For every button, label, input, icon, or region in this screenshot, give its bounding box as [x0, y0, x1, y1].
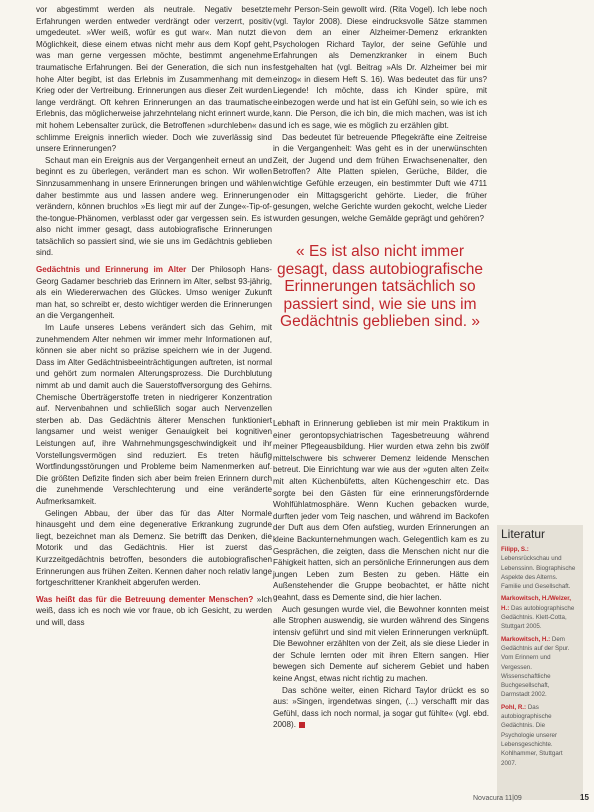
left-paragraph-3: Der Philosoph Hans-Georg Gadamer beschrieb das Erinnern im Alter, selbst 93-jährig, als ein Wiedererwachen des Glückes. Umso weniger Zukunft man hat, so schreibt er, desto wichtiger werden die Erinnerungen an die Vergangenheit.: [36, 265, 272, 321]
reference-text: Das autobiographische Gedächtnis. Die Psychologie unserer Lebensgeschichte. Kohlhammer, Stuttgart 2007.: [501, 703, 563, 767]
reference-author: Markowitsch, H.:: [501, 635, 551, 643]
left-paragraph-4: Im Laufe unseres Lebens verändert sich das Gehirn, mit zunehmendem Alter nehmen wir immer mehr Informationen auf, können sie aber nicht so präzise speichern wie in der Jugend. Dass im Alter Gedächtnisbeeinträchtigungen auftreten, ist normal und gehört zum normalen Alterungsprozess. Die Durchblutung nimmt ab und damit auch die Sauerstoffversorgung des Gehirns. Chemische Überträgerstoffe treten in niedrigerer Konzentration auf. Nervenbahnen und schließlich sogar auch Nervenzellen sterben ab. Das Gedächtnis älterer Menschen funktioniert langsamer und weist weniger Genauigkeit bei kognitiven Leistungen auf, ihre Wahrnehmungsgeschwindigkeit und ihr Vorstellungsvermögen sind reduziert. Es treten häufig Wortfindungsstörungen und Probleme beim Namenmerken auf. Die größten Defizite finden sich aber beim freien Erinnern durch die zunehmende Verschlechterung und eine veränderte Aufmerksamkeit.: [36, 323, 272, 506]
section-heading-gedaechtnis: Gedächtnis und Erinnerung im Alter: [36, 265, 187, 275]
mid-paragraph-5: [273, 685, 489, 731]
reference-author: Markowitsch, H./Welzer, H.:: [501, 595, 572, 612]
mid-paragraph-1: mehr Person-Sein gewollt wird. (Rita Vogel). Ich lebe noch (vgl. Taylor 2008). Diese eindrucksvolle Sätze stammen von dem an einer Alzheimer-Demenz erkrankten Psychologen Richard Taylor, der seine Gefühle und Erfahrungen als Demenzkranker in einem Buch festgehalten hat (vgl. Beitrag »Als Dr. Alzheimer bei mir einzog« in diesem Heft S. 16). Was bedeutet das für uns? Liegende! Ich möchte, dass ich Kinder spüre, mit einbezogen werde und hat ist ein Gefühl sein, so wie ich es kann. Die Person, die ich bin, die mich machen, was ist ich und ich es sage, wie es möglich zu erzählen gibt.: [273, 5, 487, 130]
page-number: 15: [580, 793, 589, 802]
reference-text: Lebensrückschau und Lebenssinn. Biographische Aspekte des Alterns. Familie und Gesellschaft.: [501, 555, 576, 591]
pull-quote: « Es ist also nicht immer gesagt, dass autobiografische Erinnerungen tatsächlich so passiert sind, wie sie uns im Gedächtnis geblieben sind. »: [277, 243, 483, 330]
reference-text: Das autobiographische Gedächtnis. Klett-Cotta, Stuttgart 2005.: [501, 604, 575, 631]
end-mark-icon: [299, 722, 305, 728]
mid-paragraph-5-text: Das schöne weiter, einen Richard Taylor drückt es so aus: »Singen, irgendetwas singen, (...) verschafft mir das Gefühl, dass ich noch normal, ja sogar gut fühlte« (vgl. ebd. 2008).: [273, 685, 489, 730]
section-heading-betreuung: Was heißt das für die Betreuung dementer Menschen?: [36, 594, 254, 604]
left-paragraph-2: Schaut man ein Ereignis aus der Vergangenheit erneut an und beginnt es zu überlegen, verändert man es schon. Wir wollen Sinnzusammenhang in unsere Erinnerungen bringen und wählen daher bestimmte aus und lassen andere weg. Erinnerungen verändern, können bruchlos »Es liegt mir auf der Zunge«-Tip-of-the-tongue-Phänomen, verblasst oder gar vergessen sein. Es ist also nicht immer gesagt, dass autobiografische Erinnerungen tatsächlich so passiert sind, wie sie uns im Gedächtnis geblieben sind.: [36, 155, 272, 258]
mid-paragraph-3: Lebhaft in Erinnerung geblieben ist mir mein Praktikum in einer gerontopsychiatrischen Tagesbetreuung während meiner Pflegeausbildung. Hier wurden etwa zehn bis zwölf mittelschwere bis schwerer Demenz leidende Menschen betreut. Die Einrichtung war wie aus der »guten alten Zeit« mit alten Küchenbüfetts, alten Küchengeschirr etc. Das sorgte bei den Gästen für eine erinnerungsfördernde Wohlfühlatmosphäre. Wenn Kuchen gebacken wurde, durften jeder vom Teig naschen, und während im Backofen der Duft aus dem Ofen aufstieg, wurden Erinnerungen an kleine Backunternehmungen wach. Gelegentlich kam es zu Gesprächen, die zeigten, dass die Menschen nicht nur die Fähigkeit hatten, sich an persönliche Erinnerungen aus dem jungen Leben zum Besten zu geben. Hätte ein Außenstehender die Gruppe beobachtet, er hätte nicht geahnt, dass es Demente sind, die hier lachen.: [273, 419, 489, 602]
left-paragraph-6: »Ich weiß, dass ich es noch wie vor fraue, ob ich Gesicht, zu werden und will, dass: [36, 594, 272, 627]
reference-author: Filipp, S.:: [501, 546, 529, 553]
left-paragraph-1: vor abgestimmt werden als neutrale. Negativ besetzte Erfahrungen werden entweder verdrängt oder verzerrt, positiv umgedeutet. »Wer weiß, wofür es gut war«. Man nutzt die Möglichkeit, diese einem etwas nicht mehr aus dem Kopf geht, was man gerne vergessen möchte, bestimmt angenehme traumatische Erfahrungen. Bei der Generation, die sich nun ins hohe Alter begibt, ist das Erlebnis im Zusammenhang mit dem Krieg oder der Vertreibung. Erinnerungen aus dieser Zeit wurden lange verdrängt. Oft kehren Erinnerungen an das traumatische Erlebnis, das möglicherweise jahrzehntelang nicht erinnert wurde, mit hohem Lebensalter zurück, die Betroffenen »durchleben« das schlimme Ereignis innerlich wieder. Doch wie zuverlässig sind unsere Erinnerungen?: [36, 5, 272, 154]
literature-sidebar: [497, 525, 583, 800]
reference-text: Dem Gedächtnis auf der Spur. Vom Erinnern und Vergessen. Wissenschaftliche Buchgesellschaft, Darmstadt 2002.: [501, 635, 570, 699]
middle-column-bottom: [273, 418, 489, 792]
sidebar-title: Literatur: [501, 527, 546, 541]
reference-author: Pohl, R.:: [501, 703, 527, 711]
reference-item: [501, 545, 579, 591]
left-column: [36, 4, 272, 792]
magazine-issue: Novacura 11|09: [473, 795, 522, 802]
middle-column-top: [273, 4, 487, 223]
left-paragraph-5: Gelingen Abbau, der über das für das Alter Normale hinausgeht und dem eine degenerative Erkrankung zugrunde liegt, bezeichnet man als Demenz. Sie betrifft das Denken, die Motorik und das Gedächtnis. Hier ist zuerst das Kurzzeitgedächtnis betroffen, besonders die autobiografischen Erinnerungen aus frühen Zeiten. Kennen daher noch relativ lange fortgeschrittener Krankheit abgerufen werden.: [36, 508, 272, 588]
reference-item: [501, 703, 579, 768]
reference-item: [501, 635, 579, 700]
mid-paragraph-2: Das bedeutet für betreuende Pflegekräfte eine Zeitreise in die Vergangenheit: Was geht es in der unerwünschten Zeit, der Jugend und dem frühen Erwachsenenalter, den Betroffen? Alte Platten spielen, Gerüche, Bilder, die wichtige Gefühle erzeugen, ein bestimmter Duft wie 4711 oder ein Mittagsgericht gehörte. Lieder, die früher gesungen, welche Gerichte wurden gekocht, welche Lieder wurden gesungen, welche Gemälde geprägt und gehören?: [273, 132, 487, 223]
mid-paragraph-4: Auch gesungen wurde viel, die Bewohner konnten meist alle Strophen auswendig, sie wurden während des Singens intensiv geführt und sind mit vielen Erinnerungen verknüpft. Die Bewohner erzählten von der Zeit, als sie diese Lieder in der Schule lernten oder mit ihren Eltern sangen. Hier bewegen sich Demente auf sicherem Gebiet und haben keine Angst, etwas nicht richtig zu machen.: [273, 604, 489, 684]
reference-item: [501, 594, 579, 631]
